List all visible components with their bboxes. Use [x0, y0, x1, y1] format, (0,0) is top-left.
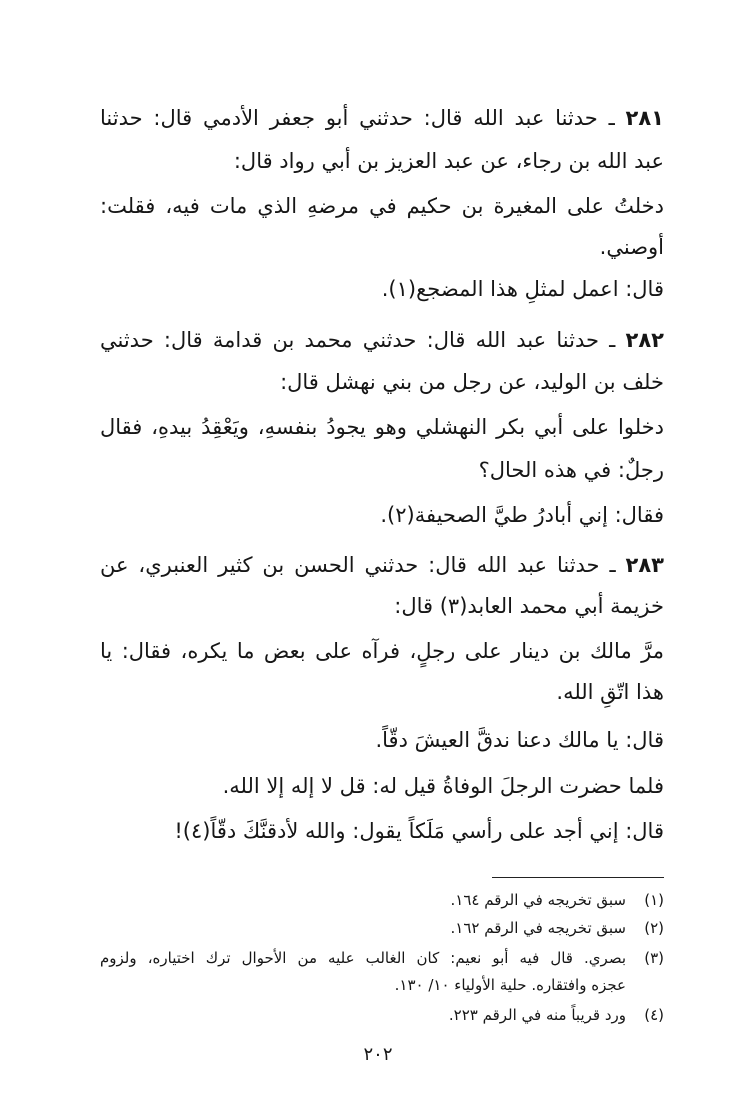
footnote-text: سبق تخريجه في الرقم ١٦٤.: [450, 891, 626, 909]
footnote-mark: (٣): [644, 949, 664, 967]
isnad-text: ـ حدثنا عبد الله قال: حدثني محمد بن قدامة قال: حدثني: [100, 328, 616, 352]
entry-283-body-line-4: فلما حضرت الرجلَ الوفاةُ قيل له: قل لا إله إلا الله.: [222, 774, 664, 798]
footnote-text: سبق تخريجه في الرقم ١٦٢.: [450, 919, 626, 937]
entry-283-body-line-1: مرَّ مالك بن دينار على رجلٍ، فرآه على بعض ما يكره، فقال: يا: [100, 639, 664, 663]
isnad-text: ـ حدثنا عبد الله قال: حدثني أبو جعفر الأدمي قال: حدثنا: [100, 106, 615, 130]
entry-number: ٢٨١: [625, 106, 664, 130]
footnote-separator: [492, 877, 664, 878]
entry-283-body-line-2: هذا اتّقِ الله.: [556, 680, 664, 704]
entry-282-body-line-1: دخلوا على أبي بكر النهشلي وهو يجودُ بنفسهِ، ويَعْقِدُ بيدهِ، فقال: [100, 415, 664, 439]
entry-number: ٢٨٢: [625, 328, 664, 352]
entry-281-body-line-1: دخلتُ على المغيرة بن حكيم في مرضهِ الذي مات فيه، فقلت:: [100, 194, 664, 218]
entry-281-isnad-line-1: [100, 101, 664, 135]
entry-283-isnad-line-1: [100, 548, 664, 582]
entry-281-body-line-2: أوصني.: [599, 235, 664, 259]
entry-283-body-line-5: قال: إني أجد على رأسي مَلَكاً يقول: والله لأدقنَّكَ دقّاً(٤)!: [174, 819, 664, 843]
page-number: ٢٠٢: [363, 1044, 393, 1065]
footnote-text: ورد قريباً منه في الرقم ٢٢٣.: [448, 1006, 626, 1024]
footnote-mark: (٢): [644, 919, 664, 937]
entry-281-body-line-3: قال: اعمل لمثلِ هذا المضجع(١).: [381, 277, 664, 301]
footnote-text: بصري. قال فيه أبو نعيم: كان الغالب عليه من الأحوال ترك اختياره، ولزوم: [100, 949, 626, 967]
footnote-4: [449, 1003, 664, 1027]
entry-283-body-line-3: قال: يا مالك دعنا ندقَّ العيشَ دقّاً.: [375, 728, 664, 752]
entry-282-isnad-line-1: [100, 323, 664, 357]
footnote-3: [100, 946, 664, 970]
footnote-mark: (١): [644, 891, 664, 909]
footnote-3-continuation: عجزه وافتقاره. حلية الأولياء ١٠/ ١٣٠.: [394, 976, 626, 994]
entry-283-isnad-line-2: خزيمة أبي محمد العابد(٣) قال:: [394, 594, 664, 618]
entry-282-isnad-line-2: خلف بن الوليد، عن رجل من بني نهشل قال:: [280, 370, 664, 394]
entry-number: ٢٨٣: [625, 553, 664, 577]
footnote-1: [450, 888, 664, 912]
footnote-mark: (٤): [644, 1006, 664, 1024]
isnad-text: ـ حدثنا عبد الله قال: حدثني الحسن بن كثير العنبري، عن: [100, 553, 616, 577]
entry-282-body-line-2: رجلٌ: في هذه الحال؟: [478, 458, 664, 482]
footnote-2: [450, 916, 664, 940]
entry-281-isnad-line-2: عبد الله بن رجاء، عن عبد العزيز بن أبي رواد قال:: [233, 149, 664, 173]
entry-282-body-line-3: فقال: إني أبادرُ طيَّ الصحيفة(٢).: [380, 503, 664, 527]
